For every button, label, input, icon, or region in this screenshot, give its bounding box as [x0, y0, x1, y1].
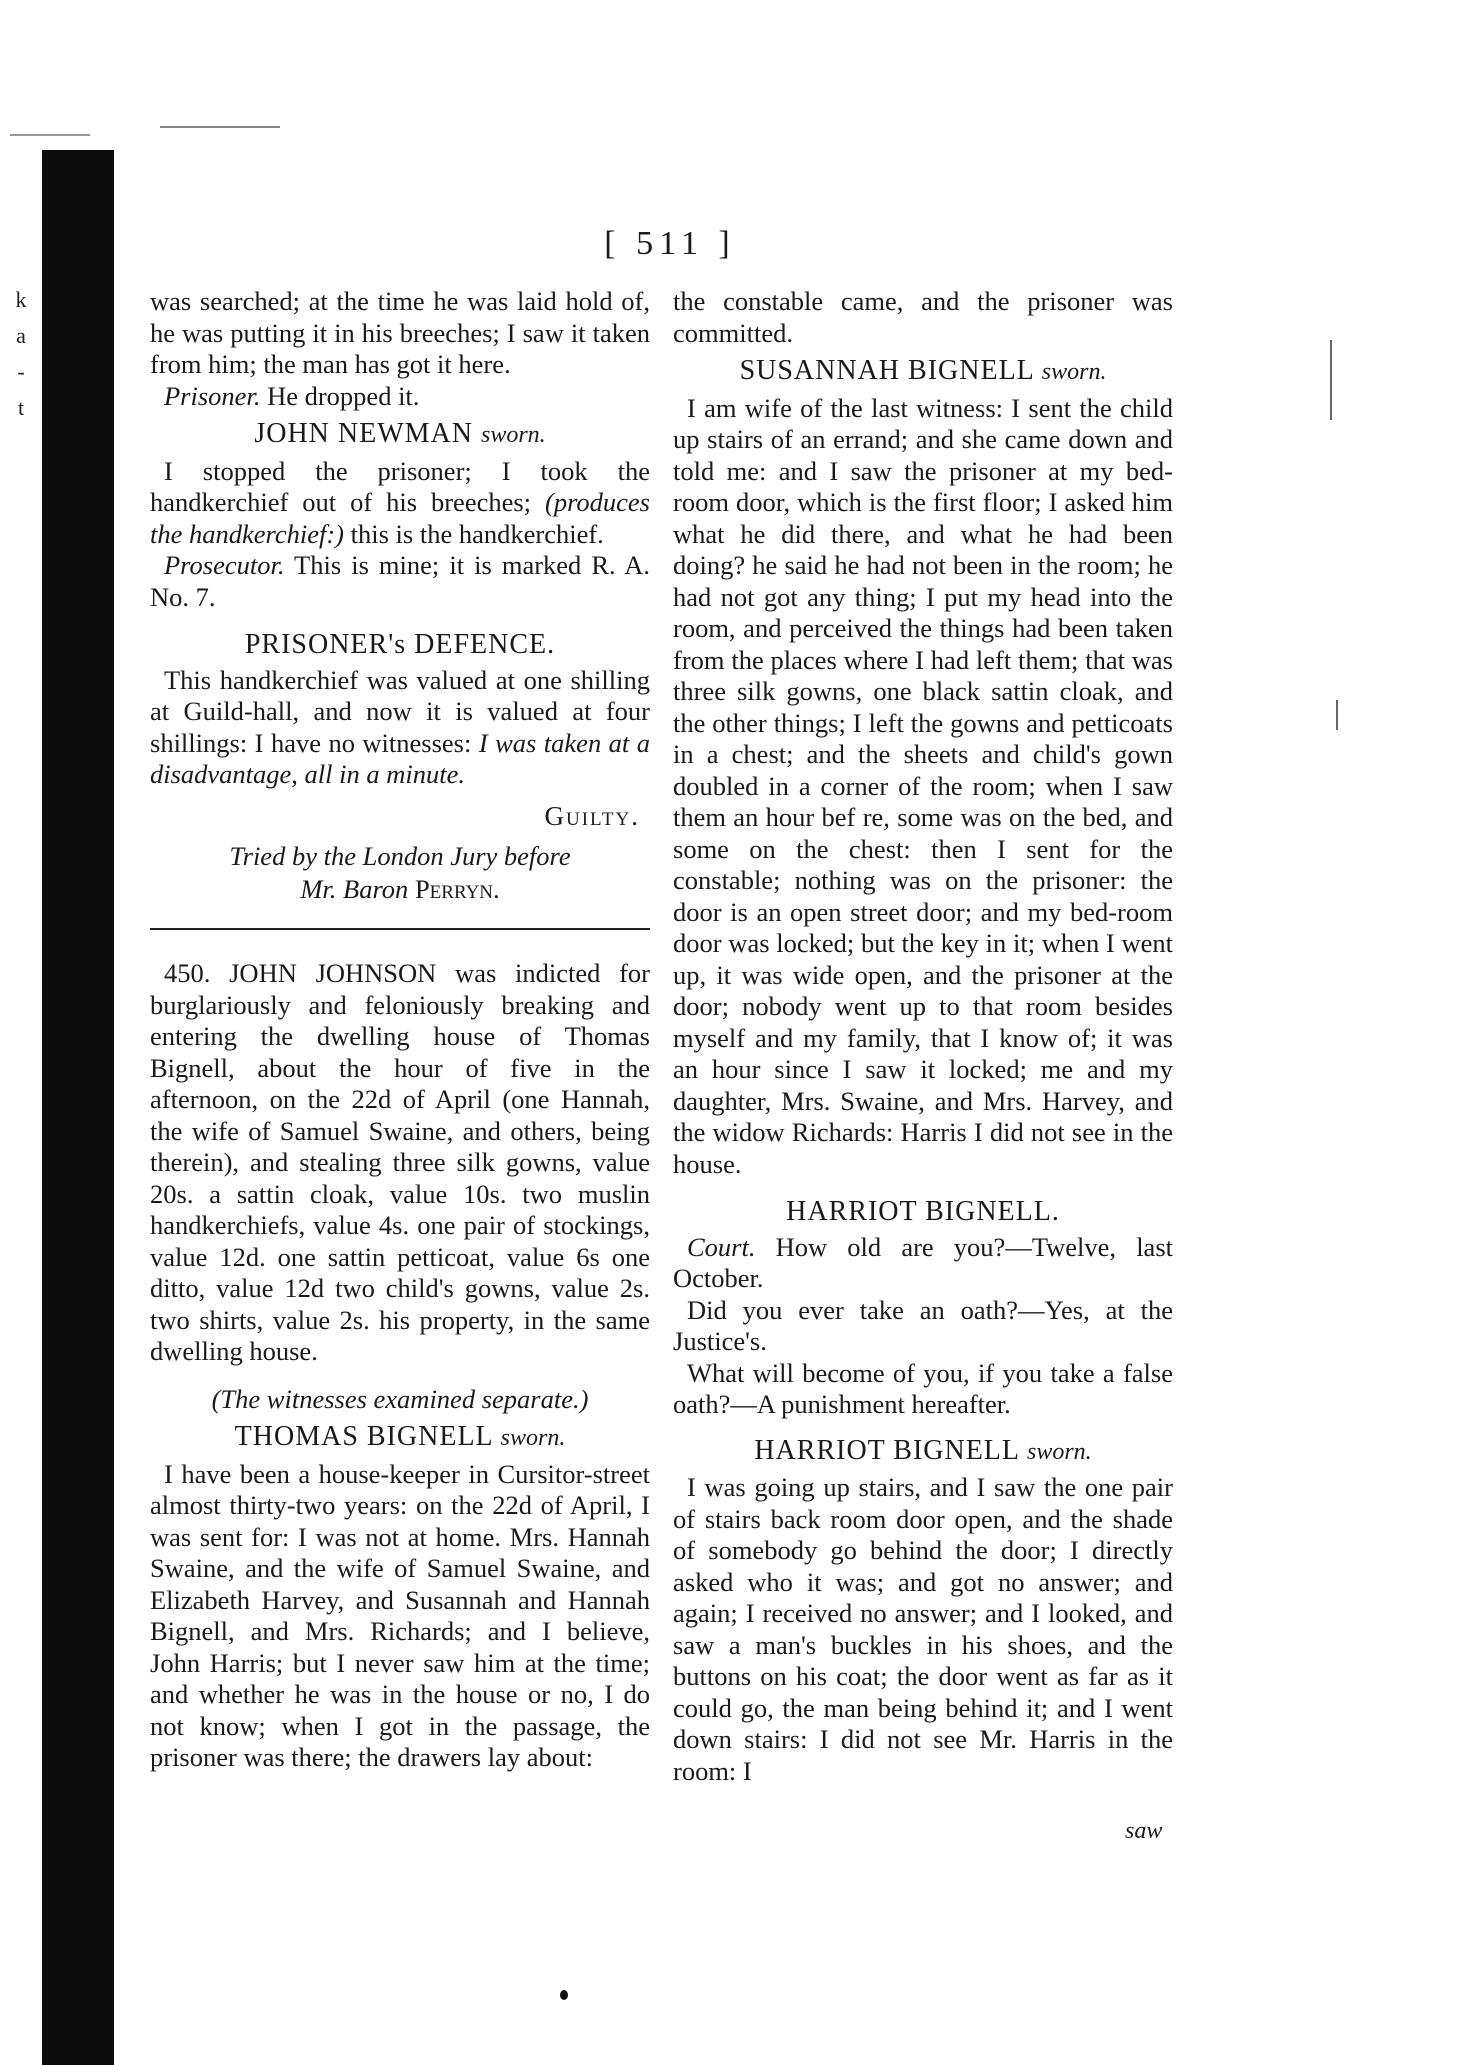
- edge-letter: a: [16, 323, 26, 348]
- speaker-label: Court.: [687, 1231, 756, 1262]
- edge-letter: t: [17, 395, 25, 420]
- paragraph: was searched; at the time he was laid hold of, he was putting it in his breeches; I saw it taken from him; the man has got it here.: [150, 286, 650, 379]
- scan-speck: [1330, 340, 1332, 420]
- tried-by-note: [150, 840, 650, 906]
- witness-heading: [673, 1435, 1173, 1469]
- witness-heading: HARRIOT BIGNELL.: [786, 1196, 1060, 1227]
- speech-text: this is the handkerchief.: [350, 518, 604, 549]
- witness-heading: [150, 418, 650, 452]
- sworn-label: sworn.: [1041, 359, 1107, 385]
- speech-text: This handkerchief was valued at one shilling at Guild-hall, and now it is valued at four shillings: I have no witnesses:: [150, 664, 650, 758]
- scan-speck: [10, 134, 90, 136]
- witness-name: HARRIOT BIGNELL: [754, 1434, 1019, 1466]
- sworn-label: sworn.: [480, 422, 546, 448]
- speech-italic: I was taken at a disadvantage, all in a minute.: [150, 727, 650, 789]
- tried-prefix: Mr. Baron: [300, 874, 409, 904]
- tried-line: [150, 873, 650, 906]
- section-divider: [150, 928, 650, 930]
- scan-speck: [160, 126, 280, 128]
- judge-name: Perryn.: [414, 874, 500, 904]
- edge-letter: k: [15, 287, 27, 312]
- witness-name: SUSANNAH BIGNELL: [739, 355, 1034, 386]
- indictment-paragraph: 450. JOHN JOHNSON was indicted for burglariously and feloniously breaking and entering the dwelling house of Thomas Bignell, about the hour of five in the afternoon, on the 22d of April (one Hannah, the wife of Samuel Swaine, and others, being therein), and stealing three silk gowns, value 20s. a sattin cloak, value 10s. two muslin handkerchiefs, value 4s. one pair of stockings, value 12d. one sattin petticoat, value 6s one ditto, value 12d two child's gowns, value 2s. two shirts, value 2s. his property, in the same dwelling house.: [150, 958, 650, 1366]
- verdict: Guilty.: [544, 800, 640, 831]
- witness-name: THOMAS BIGNELL: [234, 1421, 493, 1452]
- ink-dot: [560, 1990, 568, 2000]
- witness-name: JOHN NEWMAN: [254, 418, 473, 449]
- scan-speck: [1336, 700, 1338, 730]
- catchword: saw: [1125, 1818, 1163, 1844]
- stage-note: (produces the handkerchief:): [150, 487, 650, 549]
- edge-letter: -: [17, 359, 25, 384]
- sworn-label: sworn.: [500, 1425, 566, 1451]
- speech-text: How old are you?—Twelve, last October.: [673, 1231, 1173, 1293]
- right-column: [673, 286, 1173, 1787]
- page-number: [ 511 ]: [604, 225, 736, 262]
- tried-line: Tried by the London Jury before: [229, 841, 571, 871]
- paragraph: Did you ever take an oath?—Yes, at the Justice's.: [673, 1294, 1173, 1356]
- speech-text: This is mine; it is marked R. A. No. 7.: [150, 550, 650, 612]
- paragraph: [150, 456, 650, 551]
- paragraph: [150, 550, 650, 613]
- speaker-label: Prisoner.: [164, 380, 261, 411]
- speech-text: I stopped the prisoner; I took the handkerchief out of his breeches;: [150, 455, 650, 517]
- speech-text: He dropped it.: [267, 380, 420, 411]
- left-column: [150, 286, 650, 1774]
- margin-edge-letters: [6, 282, 36, 426]
- witness-heading: [150, 1421, 650, 1455]
- speaker-label: Prosecutor.: [164, 550, 285, 580]
- paragraph: I am wife of the last witness: I sent the child up stairs of an errand; and she came down and told me: and I saw the prisoner at my bed-room door, which is the first floor; I asked him what he did there, and what he had been doing? he said he had not been in the room; he had not got any thing; I put my head into the room, and perceived the things had been taken from the places where I had left them; that was three silk gowns, one black sattin cloak, and the other things; I left the gowns and petticoats in a chest; and the sheets and child's gown doubled in a corner of the room; when I saw them an hour bef re, some was on the bed, and some on the chest: then I sent for the constable; nothing was on the prisoner: the door is an open street door; and my bed-room door was locked; but the key in it; when I went up, it was wide open, and the prisoner at the door; nobody went up to that room besides myself and my family, that I know of; it was an hour since I saw it locked; me and my daughter, Mrs. Swaine, and Mrs. Harvey, and the widow Richards: Harris I did not see in the house.: [673, 392, 1173, 1179]
- paragraph: the constable came, and the prisoner was committed.: [673, 286, 1173, 348]
- sworn-label: sworn.: [1026, 1438, 1092, 1465]
- paragraph: [150, 665, 650, 791]
- witness-heading: [673, 355, 1173, 389]
- section-heading: PRISONER's DEFENCE.: [244, 629, 556, 660]
- paragraph: [673, 1232, 1173, 1295]
- book-spine-shadow: [42, 150, 114, 2065]
- paragraph: I was going up stairs, and I saw the one pair of stairs back room door open, and the shade of somebody go behind the door; I directly asked who it was; and got no answer; and again; I received no answer; and I looked, and saw a man's buckles in his shoes, and the buttons on his coat; the door went as far as it could go, the man being behind it; and I went down stairs: I did not see Mr. Harris in the room: I: [673, 1472, 1173, 1786]
- paragraph: What will become of you, if you take a false oath?—A punishment hereafter.: [673, 1357, 1173, 1419]
- paragraph: [150, 381, 650, 413]
- paragraph: I have been a house-keeper in Cursitor-street almost thirty-two years: on the 22d of April, I was sent for: I was not at home. Mrs. Hannah Swaine, and the wife of Samuel Swaine, and Elizabeth Harvey, and Susannah and Hannah Bignell, and Mrs. Richards; and I believe, John Harris; but I never saw him at the time; and whether he was in the house or no, I do not know; when I got in the passage, the prisoner was there; the drawers lay about:: [150, 1458, 650, 1772]
- procedure-note: (The witnesses examined separate.): [211, 1383, 589, 1414]
